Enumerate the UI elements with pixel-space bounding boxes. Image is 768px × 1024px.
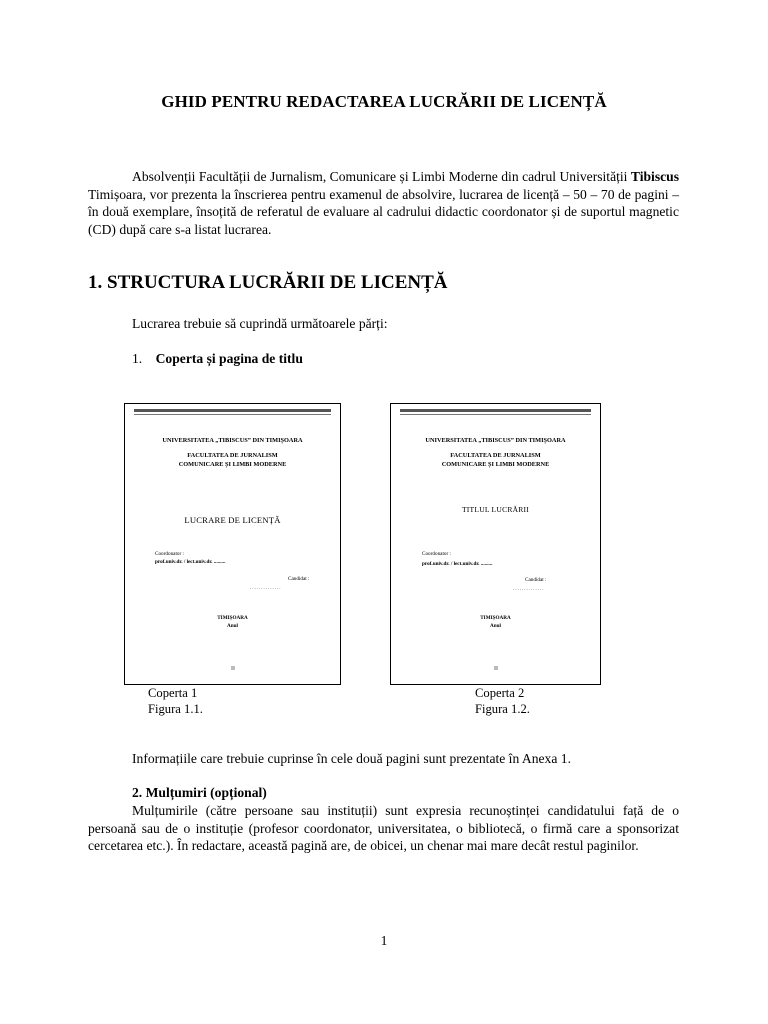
document-title: GHID PENTRU REDACTAREA LUCRĂRII DE LICENȚĂ	[161, 92, 607, 111]
cover-university: UNIVERSITATEA „TIBISCUS” DIN TIMIȘOARA	[162, 437, 303, 444]
section1-lead: Lucrarea trebuie să cuprindă următoarele părți:	[132, 316, 388, 331]
cover-top-rule	[400, 414, 591, 415]
cover-middle-title: TITLUL LUCRĂRII	[461, 505, 530, 514]
cover-candidate-label: Candidat :	[288, 576, 310, 582]
cover-university: UNIVERSITATEA „TIBISCUS” DIN TIMIȘOARA	[425, 437, 566, 444]
list-item-number: 1.	[132, 351, 143, 366]
cover-page-marker	[494, 666, 498, 670]
cover-1-thumbnail	[124, 403, 341, 685]
cover-coordinator-label: Coordonator :	[155, 551, 184, 557]
cover-middle-title: LUCRARE DE LICENȚĂ	[184, 515, 281, 525]
cover-city: TIMIȘOARA	[217, 615, 248, 621]
list-item-cover	[132, 351, 303, 367]
cover-candidate-value: ..............	[250, 586, 282, 591]
cover-1-caption-label: Coperta 1	[148, 686, 198, 700]
cover-2-caption	[475, 686, 530, 717]
cover-2-thumbnail	[390, 403, 601, 685]
cover-1-caption	[148, 686, 203, 717]
cover-top-rule	[134, 414, 331, 415]
cover-top-bar	[134, 409, 331, 412]
intro-paragraph	[88, 168, 679, 239]
intro-text-end: Timișoara, vor prezenta la înscrierea pentru examenul de absolvire, lucrarea de licență – 50 – 70 de pagini – în două exemplare, însoțită de referatul de evaluare al cadrului didactic coordonator și de suportul magnetic (CD) după care s-a listat lucrarea.	[88, 186, 679, 238]
cover-2-figure-number: Figura 1.2.	[475, 701, 530, 716]
cover-coordinator-value: prof.univ.dr. / lect.univ.dr. .........	[155, 559, 226, 565]
intro-text-start: Absolvenții Facultății de Jurnalism, Comunicare și Limbi Moderne din cadrul Universității	[132, 169, 631, 184]
cover-year: Anul	[227, 623, 238, 629]
cover-candidate-value: ..............	[513, 587, 545, 592]
cover-top-bar	[400, 409, 591, 412]
section2-paragraph: Mulțumirile (către persoane sau instituții) sunt expresia recunoștinței candidatului față de o persoană sau de o instituție (profesor coordonator, universitatea, o bibliotecă, o firmă care a sponsorizat cercetarea etc.). În redactare, această pagină are, de obicei, un chenar mai mare decât restul paginilor.	[88, 803, 679, 854]
cover-page-marker	[231, 666, 235, 670]
cover-faculty: FACULTATEA DE JURNALISM COMUNICARE ȘI LIMBI MODERNE	[441, 452, 550, 468]
intro-bold-name: Tibiscus	[630, 169, 679, 184]
cover-city: TIMIȘOARA	[480, 615, 511, 621]
section2-heading: 2. Mulțumiri (opțional)	[132, 785, 267, 800]
section1-heading: 1. STRUCTURA LUCRĂRII DE LICENȚĂ	[88, 272, 448, 293]
cover-year: Anul	[490, 623, 501, 629]
cover-2-caption-label: Coperta 2	[475, 686, 525, 700]
cover-1-figure-number: Figura 1.1.	[148, 701, 203, 716]
cover-candidate-label: Candidat :	[525, 577, 547, 583]
cover-coordinator-label: Coordonator :	[422, 551, 451, 557]
annex-info-line: Informațiile care trebuie cuprinse în cele două pagini sunt prezentate în Anexa 1.	[132, 751, 571, 766]
cover-coordinator-value: prof.univ.dr. / lect.univ.dr. .........	[422, 561, 493, 567]
list-item-label: Coperta și pagina de titlu	[155, 351, 303, 366]
cover-faculty: FACULTATEA DE JURNALISM COMUNICARE ȘI LIMBI MODERNE	[178, 452, 287, 468]
page-number: 1	[380, 933, 388, 948]
